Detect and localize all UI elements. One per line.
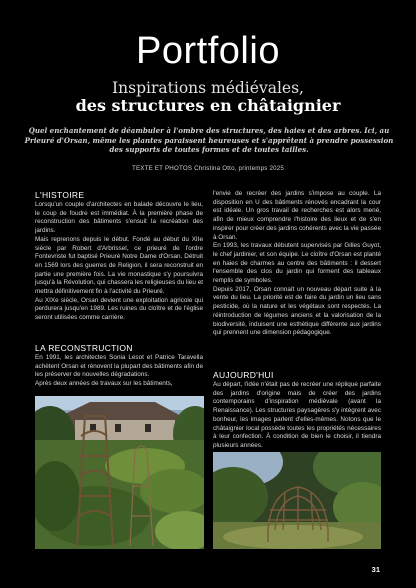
aujourdhui-paragraph-1: Au départ, l'idée n'était pas de recréer une réplique parfaite des jardins d'origine mais de créer des jardins contemporains d'inspiration médiévale (avant la Renaissance). Les structures paysagères s'y intègrent avec bonheur, les images parlent d'elles-mêmes. Notons que le châtaignier local possède toutes les propriétés nécessaires à leur confection. À condition de bien le choisir, il tiendra plusieurs années. (213, 381, 381, 449)
histoire-paragraph-3: Au XIXe siècle, Orsan devient une exploitation agricole qui perdurera jusqu'en 1989. Les ruines du cloître et de l'église seront utilisées comme carrière. (35, 296, 203, 322)
histoire-section (35, 190, 203, 323)
reconstruction-section (35, 354, 203, 389)
subtitle-line-2: des structures en châtaignier (75, 96, 341, 115)
garden-photo-right (213, 452, 381, 549)
continuation-paragraph-2: En 1993, les travaux débutent supervisés par Gilles Guyot, le chef jardinier, et son équipe. Le cloître d'Orsan est planté en haies de charmes au centre des bâtiments : il dessert l'ensemble des clos du jardin qui forment des tableaux remplis de symboles. (213, 242, 381, 285)
histoire-paragraph-2: Mais reprenons depuis le début. Fondé au début du XIIe siècle par Robert d'Arbrissel, ce prieuré de l'ordre Fontevriste fut baptisé Prieuré Notre Dame d'Orsan. Détruit en 1569 lors des guerres de Religion, il sera reconstruit en partie une première fois. La vie monastique s'y poursuivra jusqu'à la Révolution, qui chassera les religieuses du lieu et mettra définitivement fin à l'activité du Prieuré. (35, 235, 203, 296)
right-column-continuation (213, 190, 381, 338)
garden-photo-left (35, 396, 204, 549)
continuation-paragraph-3: Depuis 2017, Orsan connaît un nouveau départ suite à la vente du lieu. La priorité est de faire du jardin un lieu sans pesticide, où la nature et les végétaux sont respectés. La réintroduction de légumes anciens et la valorisation de la biodiversité, induisent une esthétique différente aux jardins qui prennent une dimension pédagogique. (213, 285, 381, 337)
credit-line: TEXTE ET PHOTOS Christina Otto, printemps 2025 (131, 165, 285, 172)
histoire-heading: L'HISTOIRE (35, 190, 85, 200)
chestnut-bench-image (213, 452, 381, 549)
aujourdhui-section (213, 381, 381, 451)
aujourdhui-heading: AUJOURD'HUI (213, 370, 274, 380)
page-title: Portfolio (136, 30, 280, 72)
reconstruction-heading-wrap (35, 343, 133, 354)
subtitle-line-1: Inspirations médiévales, (112, 79, 304, 97)
histoire-paragraph-1: Lorsqu'un couple d'architectes en balade découvre le lieu, le coup de foudre est immédiat. À la première phase de reconstruction des bâtiments s'ensuit la recréation des jardins. (35, 201, 203, 235)
continuation-paragraph-1: l'envie de recréer des jardins s'impose au couple. La disposition en U des bâtiments rénovés encadrant la cour est idéale. Un gros travail de recherches est alors mené, afin de mieux comprendre l'histoire des lieux et de s'en inspirer pour créer des jardins cohérents avec la vie passée à Orsan. (213, 190, 381, 241)
reconstruction-heading: LA RECONSTRUCTION (35, 343, 133, 353)
reconstruction-paragraph-2: Après deux années de travaux sur les bâtiments, (35, 380, 173, 388)
aujourdhui-heading-wrap (213, 370, 274, 381)
page-number: 31 (371, 565, 380, 574)
reconstruction-paragraph-1: En 1991, les architectes Sonia Lesot et Patrice Taravella achètent Orsan et rénovent la plupart des bâtiments afin de les préserver de nouvelles dégradations. (35, 354, 203, 379)
intro-text: Quel enchantement de déambuler à l'ombre des structures, des haies et des arbres. Ici, au Prieuré d'Orsan, même les plantes paraissent heureuses et s'apprêtent à prendre possession des supports de toutes formes et de toutes tailles. (24, 126, 394, 155)
garden-structures-image (35, 396, 204, 549)
